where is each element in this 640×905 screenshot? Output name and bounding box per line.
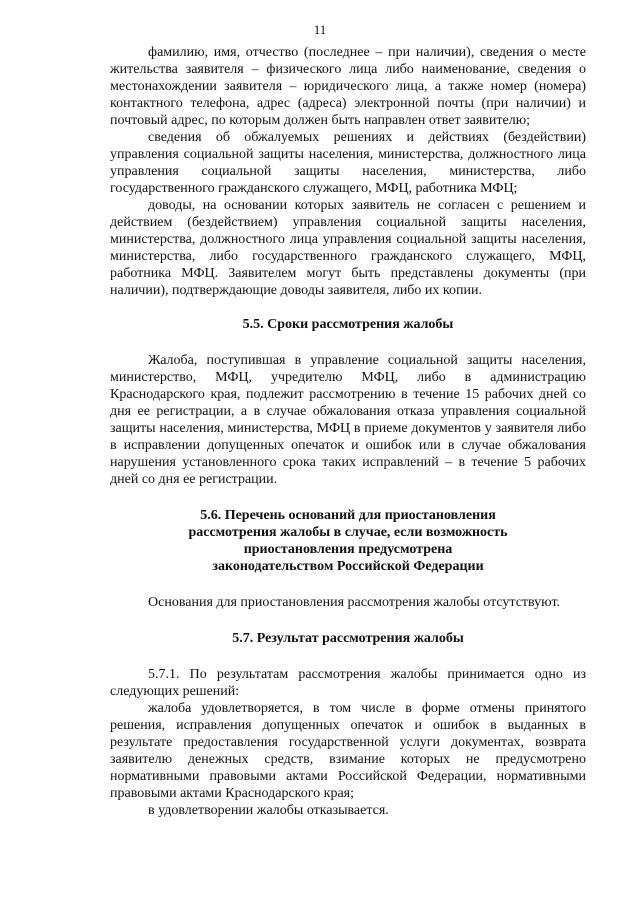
section-5-7-paragraph-intro: 5.7.1. По результатам рассмотрения жалобы принимается одно из следующих решений:	[110, 667, 586, 699]
section-5-5-heading: 5.5. Сроки рассмотрения жалобы	[242, 317, 454, 332]
paragraph-applicant-details: фамилию, имя, отчество (последнее – при наличии), сведения о месте жительства заявителя – физического лица либо наименование, сведения о местонахождении заявителя – юридического лица, а также номер (номера) контактного телефона, адрес (адреса) электронной почты (при наличии) и почтовый адрес, по которым должен быть направлен ответ заявителю;	[110, 45, 586, 128]
heading-line: приостановления предусмотрена	[243, 542, 453, 557]
section-5-7-heading: 5.7. Результат рассмотрения жалобы	[232, 631, 464, 646]
document-body	[110, 44, 586, 819]
paragraph-appealed-decisions: сведения об обжалуемых решениях и действиях (бездействии) управления социальной защиты населения, министерства, должностного лица управления социальной защиты населения, министерства, либо государственного гражданского служащего, МФЦ, работника МФЦ;	[110, 130, 586, 196]
section-5-7-option-satisfied: жалоба удовлетворяется, в том числе в форме отмены принятого решения, исправления допущенных опечаток и ошибок в выданных в результате предоставления государственной услуги документах, возврата заявителю денежных средств, взимание которых не предусмотрено нормативными правовыми актами Российской Федерации, нормативными правовыми актами Краснодарского края;	[110, 701, 586, 801]
heading-line: законодательством Российской Федерации	[212, 559, 484, 574]
paragraph-arguments: доводы, на основании которых заявитель не согласен с решением и действием (бездействием) управления социальной защиты населения, министерства, должностного лица управления социальной защиты населения, министерства, либо государственного гражданского служащего, МФЦ, работника МФЦ. Заявителем могут быть представлены документы (при наличии), подтверждающие доводы заявителя, либо их копии.	[110, 198, 586, 298]
section-5-6-paragraph: Основания для приостановления рассмотрения жалобы отсутствуют.	[148, 595, 561, 610]
page-number: 11	[313, 22, 327, 37]
section-5-5-paragraph: Жалоба, поступившая в управление социальной защиты населения, министерство, МФЦ, учредителю МФЦ, либо в администрацию Краснодарского края, подлежит рассмотрению в течение 15 рабочих дней со дня ее регистрации, а в случае обжалования отказа управления социальной защиты населения, министерства, МФЦ в приеме документов у заявителя либо в исправлении допущенных опечаток и ошибок или в случае обжалования нарушения установленного срока таких исправлений – в течение 5 рабочих дней со дня ее регистрации.	[110, 353, 586, 487]
section-5-6-heading	[110, 507, 586, 575]
section-5-7-option-refused: в удовлетворении жалобы отказывается.	[148, 803, 389, 818]
heading-line: рассмотрения жалобы в случае, если возможность	[188, 525, 508, 540]
heading-line: 5.6. Перечень оснований для приостановления	[200, 508, 496, 523]
